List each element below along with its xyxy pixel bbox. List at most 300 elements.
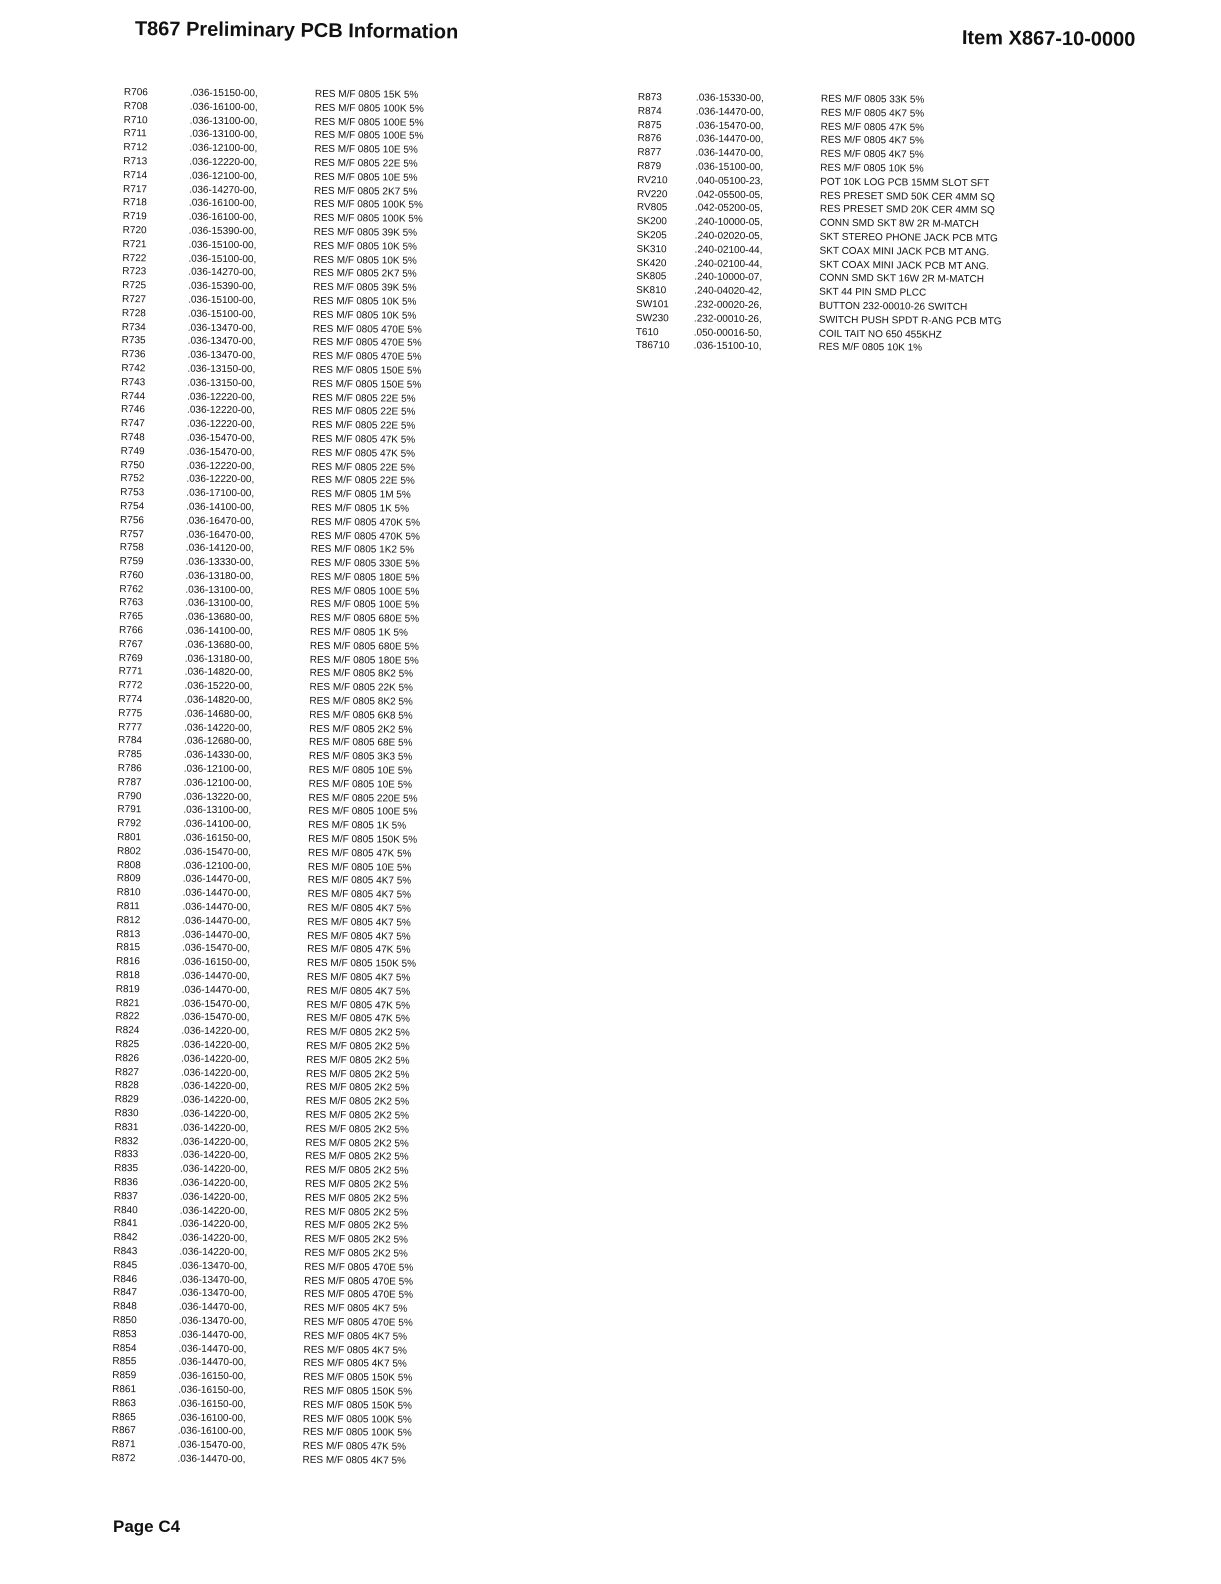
part-ref: R717 [123, 183, 148, 195]
part-description: RES M/F 0805 150K 5% [302, 1399, 413, 1412]
part-description: RES M/F 0805 100E 5% [314, 116, 424, 129]
part-description: RES PRESET SMD 20K CER 4MM SQ [819, 204, 995, 217]
part-code: .036-14470-00, [178, 1343, 247, 1355]
part-description: RES M/F 0805 2K2 5% [305, 1137, 409, 1150]
part-ref: R744 [121, 390, 146, 402]
part-ref: R772 [118, 680, 143, 692]
part-code: .036-15470-00, [181, 1012, 250, 1024]
part-code: .036-13180-00, [185, 570, 254, 583]
part-description: RES M/F 0805 4K7 5% [820, 107, 925, 120]
part-code: .036-13470-00, [178, 1315, 247, 1328]
part-ref: R824 [115, 1025, 140, 1037]
part-description: RES M/F 0805 150K 5% [303, 1371, 413, 1384]
part-ref: SW230 [635, 312, 669, 325]
part-code: .036-14220-00, [180, 1067, 249, 1079]
part-ref: R711 [123, 128, 147, 140]
part-code: .036-16470-00, [185, 529, 254, 541]
part-code: .036-13470-00, [179, 1274, 248, 1286]
part-ref: R790 [117, 790, 142, 802]
part-description: RES M/F 0805 4K7 5% [307, 930, 411, 943]
part-ref: SK420 [636, 257, 667, 269]
part-code: .036-15470-00, [183, 846, 251, 859]
part-ref: R811 [116, 901, 140, 913]
part-description: POT 10K LOG PCB 15MM SLOT SFT [820, 176, 990, 189]
part-ref: R840 [113, 1204, 138, 1216]
part-description: RES M/F 0805 47K 5% [820, 121, 925, 134]
part-code: .036-17100-00, [186, 487, 255, 500]
part-code: .036-14220-00, [180, 1094, 249, 1107]
part-description: RES M/F 0805 47K 5% [302, 1440, 407, 1453]
part-description: RES M/F 0805 2K2 5% [305, 1109, 410, 1122]
part-code: .036-15150-00, [189, 87, 258, 100]
part-description: RES M/F 0805 100K 5% [302, 1427, 412, 1440]
part-description: RES M/F 0805 470K 5% [311, 516, 421, 529]
part-ref: SK200 [636, 216, 667, 228]
part-ref: R831 [114, 1121, 139, 1133]
part-code: .036-14120-00, [185, 542, 254, 555]
part-description: RES M/F 0805 470E 5% [303, 1289, 414, 1302]
part-code: .240-04020-42, [694, 285, 763, 298]
part-code: .036-13180-00, [184, 653, 253, 665]
part-code: .036-14100-00, [186, 501, 255, 514]
part-description: RES M/F 0805 2K2 5% [304, 1247, 408, 1260]
part-ref: R728 [121, 307, 146, 320]
part-code: .036-15100-00, [188, 294, 256, 307]
part-code: .036-14220-00, [179, 1232, 248, 1245]
part-code: .036-13100-00, [183, 805, 252, 817]
part-ref: R765 [119, 611, 144, 623]
part-ref: R875 [637, 119, 662, 131]
part-description: RES M/F 0805 4K7 5% [307, 875, 412, 888]
part-description: RES M/F 0805 4K7 5% [820, 148, 924, 161]
part-ref: R845 [113, 1259, 138, 1271]
part-ref: R832 [114, 1135, 139, 1147]
part-ref: R819 [115, 983, 140, 996]
part-ref: R830 [114, 1107, 139, 1120]
part-ref: R706 [123, 87, 148, 99]
part-ref: R836 [113, 1176, 139, 1189]
part-description: RES M/F 0805 2K2 5% [304, 1206, 409, 1219]
part-code: .036-13100-00, [185, 584, 254, 596]
part-ref: R785 [117, 749, 142, 761]
part-code: .036-16100-00, [188, 198, 257, 210]
part-ref: SW101 [636, 298, 669, 311]
part-description: RES M/F 0805 2K2 5% [305, 1095, 410, 1108]
item-number: Item X867-10-0000 [961, 27, 1136, 51]
part-ref: T86710 [635, 340, 670, 352]
part-description: RES M/F 0805 150E 5% [312, 378, 422, 391]
part-description: RES M/F 0805 10K 5% [312, 309, 417, 322]
part-code: .036-12220-00, [189, 156, 258, 169]
part-code: .036-12220-00, [186, 418, 255, 431]
part-code: .036-13470-00, [187, 322, 256, 334]
part-ref: R710 [123, 114, 148, 126]
part-ref: R854 [112, 1342, 137, 1354]
part-ref: R876 [637, 133, 662, 145]
part-code: .036-16150-00, [181, 956, 250, 969]
part-description: RES M/F 0805 100K 5% [314, 102, 424, 115]
part-description: COIL TAIT NO 650 455KHZ [818, 328, 942, 341]
part-description: CONN SMD SKT 16W 2R M-MATCH [819, 273, 984, 286]
part-description: RES M/F 0805 22E 5% [311, 419, 416, 432]
part-description: RES M/F 0805 33K 5% [820, 93, 925, 106]
part-description: RES M/F 0805 150K 5% [306, 957, 417, 970]
part-description: BUTTON 232-00010-26 SWITCH [819, 300, 968, 313]
part-ref: R863 [111, 1397, 137, 1409]
part-ref: SK810 [636, 285, 667, 297]
part-row [636, 339, 1002, 356]
part-ref: R865 [111, 1411, 136, 1423]
part-code: .036-13150-00, [187, 377, 256, 389]
part-description: RES M/F 0805 470E 5% [312, 337, 422, 350]
part-ref: R879 [637, 160, 662, 173]
part-ref: R841 [113, 1218, 138, 1230]
part-ref: SK205 [636, 229, 667, 242]
part-ref: R812 [116, 914, 141, 927]
part-description: RES M/F 0805 470E 5% [312, 350, 422, 363]
part-code: .036-14470-00, [182, 874, 251, 886]
part-code: .036-14820-00, [184, 667, 253, 679]
part-code: .036-14220-00, [184, 722, 253, 734]
part-ref: R872 [111, 1452, 136, 1465]
part-code: .036-16150-00, [178, 1370, 247, 1383]
part-ref: R752 [120, 473, 145, 485]
part-code: .240-02100-44, [694, 258, 763, 270]
part-ref: R735 [121, 335, 146, 347]
part-code: .036-14470-00, [182, 901, 251, 914]
part-ref: R713 [123, 156, 148, 168]
part-description: RES M/F 0805 2K2 5% [305, 1082, 410, 1095]
part-code: .036-13220-00, [183, 791, 252, 803]
part-ref: R784 [118, 735, 143, 747]
part-ref: R748 [120, 431, 145, 444]
part-description: RES M/F 0805 470E 5% [312, 323, 422, 336]
part-description: RES M/F 0805 2K2 5% [309, 723, 413, 736]
part-code: .036-16100-00, [177, 1425, 246, 1438]
part-ref: R759 [119, 556, 144, 568]
page-title: T867 Preliminary PCB Information [134, 18, 459, 44]
part-description: RES M/F 0805 22E 5% [311, 475, 415, 488]
part-description: CONN SMD SKT 8W 2R M-MATCH [819, 217, 979, 231]
part-description: RES M/F 0805 15K 5% [314, 88, 419, 101]
part-ref: R848 [112, 1301, 137, 1313]
part-description: RES M/F 0805 150K 5% [308, 833, 418, 846]
part-ref: R712 [123, 142, 148, 154]
part-code: .036-14220-00, [181, 1039, 250, 1052]
part-ref: R835 [114, 1163, 139, 1175]
part-ref: R777 [118, 721, 143, 733]
part-code: .036-14220-00, [180, 1108, 249, 1121]
part-ref: R774 [118, 694, 143, 706]
part-description: RES M/F 0805 4K7 5% [303, 1330, 408, 1343]
part-code: .036-12100-00, [189, 170, 258, 183]
part-code: .036-14220-00, [179, 1246, 248, 1259]
part-ref: SK310 [636, 243, 667, 256]
part-description: RES M/F 0805 100E 5% [310, 599, 420, 612]
part-description: RES M/F 0805 470E 5% [304, 1261, 414, 1274]
part-description: RES M/F 0805 47K 5% [306, 999, 411, 1012]
part-code: .036-14330-00, [183, 749, 252, 762]
part-code: .036-15100-00, [695, 161, 764, 174]
part-code: .036-12220-00, [187, 404, 255, 417]
part-ref: R837 [113, 1190, 138, 1202]
part-ref: R877 [637, 147, 662, 159]
part-description: RES M/F 0805 47K 5% [307, 847, 412, 860]
part-ref: R763 [119, 597, 144, 609]
part-description: RES M/F 0805 100K 5% [313, 212, 423, 225]
part-description: SKT COAX MINI JACK PCB MT ANG. [819, 245, 990, 258]
part-ref: R753 [120, 487, 145, 499]
part-ref: R829 [114, 1094, 139, 1106]
part-code: .036-15100-00, [188, 253, 257, 265]
part-code: .036-15470-00, [181, 998, 250, 1010]
part-description: RES M/F 0805 4K7 5% [820, 135, 924, 147]
part-ref: R850 [112, 1314, 137, 1327]
part-ref: R750 [120, 459, 145, 471]
part-ref: R747 [120, 418, 145, 430]
part-description: RES M/F 0805 39K 5% [313, 281, 417, 294]
part-ref: R828 [114, 1080, 139, 1092]
part-description: RES M/F 0805 470E 5% [304, 1275, 414, 1288]
part-code: .036-16150-00, [183, 832, 252, 845]
parts-list-right [636, 91, 1004, 356]
part-code: .036-15100-00, [187, 308, 256, 321]
part-ref: R736 [121, 349, 146, 361]
part-code: .036-14470-00, [181, 984, 250, 997]
part-code: .036-14220-00, [179, 1177, 248, 1190]
part-ref: R746 [121, 404, 146, 416]
part-description: RES M/F 0805 4K7 5% [302, 1454, 406, 1467]
part-ref: R767 [118, 638, 143, 651]
part-code: .036-12100-00, [189, 142, 258, 155]
part-description: RES M/F 0805 4K7 5% [303, 1344, 407, 1357]
part-code: .036-16150-00, [178, 1384, 247, 1397]
part-description: RES M/F 0805 10E 5% [314, 143, 418, 156]
part-code: .036-12220-00, [186, 473, 255, 486]
part-description: RES M/F 0805 39K 5% [313, 226, 418, 239]
part-description: RES M/F 0805 2K2 5% [306, 1040, 410, 1053]
part-ref: R867 [111, 1425, 136, 1437]
part-ref: R714 [123, 169, 148, 182]
part-code: .042-05200-05, [694, 202, 763, 215]
part-description: RES M/F 0805 2K2 5% [306, 1026, 410, 1039]
part-ref: R734 [121, 321, 146, 333]
part-ref: R743 [121, 376, 146, 388]
part-description: RES M/F 0805 1K 5% [308, 819, 407, 832]
part-description: RES M/F 0805 10E 5% [307, 861, 412, 874]
part-ref: R855 [112, 1356, 137, 1368]
part-code: .036-14470-00, [178, 1329, 247, 1341]
part-row [105, 1452, 411, 1469]
part-ref: R754 [120, 500, 145, 513]
part-code: .036-14470-00, [181, 970, 250, 983]
part-description: RES M/F 0805 10K 1% [818, 341, 923, 354]
part-code: .036-15470-00, [186, 432, 255, 445]
part-ref: R720 [122, 225, 147, 237]
parts-list-left [105, 86, 423, 1468]
part-code: .036-13100-00, [185, 598, 254, 610]
part-ref: R859 [112, 1370, 137, 1382]
part-description: RES M/F 0805 150K 5% [303, 1385, 413, 1398]
part-ref: R718 [122, 197, 147, 209]
part-description: RES M/F 0805 2K2 5% [305, 1151, 409, 1164]
part-description: RES PRESET SMD 50K CER 4MM SQ [820, 190, 995, 203]
part-code: .036-14220-00, [180, 1122, 249, 1134]
part-code: .036-14470-00, [177, 1453, 246, 1466]
part-description: SWITCH PUSH SPDT R-ANG PCB MTG [818, 314, 1002, 328]
part-code: .036-14220-00, [180, 1080, 249, 1093]
part-code: .036-15100-00, [188, 239, 257, 252]
part-code: .232-00020-26, [694, 299, 762, 312]
part-description: RES M/F 0805 150E 5% [312, 364, 422, 377]
part-ref: R787 [117, 776, 142, 789]
part-ref: R766 [119, 625, 144, 637]
part-ref: R826 [115, 1052, 140, 1065]
part-description: RES M/F 0805 4K7 5% [306, 985, 411, 998]
part-code: .036-15220-00, [184, 680, 253, 693]
part-ref: R708 [123, 100, 148, 113]
part-description: RES M/F 0805 2K7 5% [313, 268, 417, 281]
part-ref: R827 [115, 1066, 140, 1078]
part-code: .036-14470-00, [695, 147, 764, 160]
part-code: .036-15470-00, [186, 446, 255, 458]
part-description: RES M/F 0805 2K2 5% [305, 1068, 410, 1081]
part-description: RES M/F 0805 470K 5% [310, 530, 420, 543]
part-ref: R816 [116, 956, 141, 968]
part-ref: R771 [118, 666, 143, 678]
part-code: .240-10000-07, [694, 271, 763, 284]
part-code: .036-15390-00, [188, 280, 257, 293]
part-ref: R871 [111, 1439, 136, 1451]
part-description: RES M/F 0805 4K7 5% [307, 888, 412, 901]
part-ref: R833 [114, 1149, 139, 1161]
part-ref: R825 [115, 1038, 140, 1051]
part-code: .036-16150-00, [177, 1398, 246, 1410]
part-description: RES M/F 0805 1K 5% [311, 502, 410, 515]
part-ref: R810 [116, 887, 141, 899]
part-ref: RV220 [637, 188, 668, 200]
part-code: .036-15100-10, [693, 340, 762, 353]
part-description: RES M/F 0805 8K2 5% [309, 668, 414, 681]
part-ref: R791 [117, 804, 142, 816]
part-code: .036-13680-00, [184, 639, 253, 652]
part-ref: R723 [122, 266, 147, 278]
part-description: RES M/F 0805 10K 5% [313, 295, 417, 308]
part-description: RES M/F 0805 3K3 5% [308, 751, 413, 763]
part-description: RES M/F 0805 22E 5% [314, 157, 418, 170]
part-ref: R822 [115, 1011, 140, 1023]
part-description: RES M/F 0805 4K7 5% [307, 902, 411, 915]
part-description: RES M/F 0805 2K2 5% [304, 1192, 409, 1205]
part-description: RES M/F 0805 100E 5% [310, 585, 420, 598]
part-ref: R769 [118, 652, 143, 664]
part-description: RES M/F 0805 10E 5% [314, 171, 418, 184]
part-code: .240-10000-05, [694, 216, 763, 229]
part-code: .036-12220-00, [186, 460, 255, 472]
part-ref: R821 [115, 997, 140, 1009]
part-code: .036-13470-00, [179, 1260, 248, 1272]
part-description: RES M/F 0805 2K2 5% [305, 1123, 409, 1136]
part-description: RES M/F 0805 22E 5% [311, 461, 415, 474]
part-ref: SK805 [636, 271, 667, 283]
part-code: .036-14220-00, [180, 1163, 249, 1176]
part-description: RES M/F 0805 22E 5% [312, 392, 416, 405]
part-code: .036-14470-00, [695, 106, 764, 118]
part-code: .036-16100-00, [188, 211, 257, 224]
part-description: RES M/F 0805 100K 5% [313, 199, 423, 212]
page-number: Page C4 [113, 1517, 181, 1536]
part-ref: R725 [122, 280, 147, 292]
part-ref: RV805 [636, 202, 668, 214]
part-ref: R842 [113, 1232, 138, 1244]
part-description: RES M/F 0805 100K 5% [302, 1413, 412, 1426]
part-code: .036-13330-00, [185, 556, 254, 569]
part-code: .240-02100-44, [694, 244, 763, 256]
part-code: .036-14220-00, [179, 1191, 248, 1203]
part-code: .036-14470-00, [178, 1301, 247, 1314]
part-code: .036-14470-00, [182, 887, 251, 900]
part-ref: R843 [113, 1245, 138, 1258]
part-description: SKT COAX MINI JACK PCB MT ANG. [819, 259, 990, 272]
part-code: .036-14220-00, [181, 1053, 250, 1066]
part-ref: R808 [116, 859, 141, 871]
part-code: .036-12220-00, [187, 391, 256, 403]
part-code: .036-16470-00, [186, 515, 254, 527]
part-ref: RV210 [637, 174, 668, 187]
part-ref: R742 [121, 362, 146, 375]
part-code: .036-14820-00, [184, 694, 253, 707]
part-ref: R846 [113, 1273, 138, 1285]
part-ref: R757 [119, 528, 144, 540]
part-code: .036-14220-00, [179, 1218, 248, 1231]
part-ref: R813 [116, 928, 141, 940]
part-code: .036-15470-00, [182, 943, 251, 955]
part-code: .036-15330-00, [695, 92, 764, 105]
part-code: .036-12100-00, [183, 777, 252, 790]
part-description: RES M/F 0805 47K 5% [311, 447, 416, 460]
part-description: RES M/F 0805 1M 5% [311, 488, 411, 501]
part-description: RES M/F 0805 4K7 5% [303, 1302, 408, 1315]
part-code: .240-02020-05, [694, 230, 763, 243]
part-description: SKT STEREO PHONE JACK PCB MTG [819, 231, 998, 245]
part-description: SKT 44 PIN SMD PLCC [819, 286, 927, 299]
part-description: RES M/F 0805 1K2 5% [310, 544, 415, 557]
part-description: RES M/F 0805 100E 5% [314, 130, 424, 143]
part-description: RES M/F 0805 2K2 5% [306, 1054, 410, 1067]
part-description: RES M/F 0805 10E 5% [308, 764, 413, 777]
part-code: .036-14270-00, [189, 184, 257, 196]
part-ref: R762 [119, 583, 144, 595]
part-code: .036-13470-00, [187, 349, 256, 362]
part-description: RES M/F 0805 1K 5% [309, 626, 408, 639]
part-ref: T610 [635, 326, 659, 338]
part-code: .036-12100-00, [182, 860, 251, 872]
part-description: RES M/F 0805 10K 5% [820, 162, 924, 175]
part-code: .036-13100-00, [189, 129, 258, 141]
part-code: .036-14470-00, [182, 915, 251, 928]
part-description: RES M/F 0805 6K8 5% [309, 709, 413, 722]
part-code: .050-00016-50, [693, 327, 762, 339]
part-ref: R722 [122, 252, 147, 264]
part-description: RES M/F 0805 10E 5% [308, 778, 413, 791]
part-code: .036-14220-00, [179, 1205, 248, 1217]
part-ref: R802 [117, 845, 142, 858]
part-description: RES M/F 0805 4K7 5% [307, 916, 411, 929]
part-description: RES M/F 0805 180E 5% [310, 571, 420, 584]
part-description: RES M/F 0805 2K2 5% [304, 1233, 408, 1246]
part-ref: R801 [117, 832, 142, 844]
part-ref: R847 [112, 1287, 138, 1299]
